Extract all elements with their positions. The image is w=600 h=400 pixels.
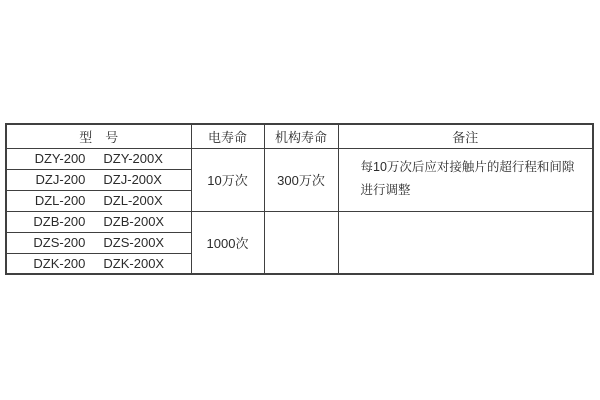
- model-variant: DZK-200X: [103, 255, 165, 271]
- remarks-cell-empty: [338, 211, 593, 274]
- model-number: DZY-200: [34, 151, 86, 166]
- table-row: [6, 148, 593, 169]
- model-cell: [6, 190, 191, 211]
- model-number: DZB-200: [33, 214, 86, 229]
- remarks-cell: [338, 148, 593, 211]
- header-mechanical-life: 机构寿命: [264, 124, 338, 148]
- model-cell: [6, 169, 191, 190]
- mechanical-life-cell: [264, 211, 338, 274]
- remarks-line: 每10万次后应对接触片的超行程和间隙: [360, 159, 575, 174]
- spec-table: [5, 123, 594, 275]
- model-number: DZL-200: [34, 193, 86, 208]
- table-row: [6, 211, 593, 232]
- model-variant: DZS-200X: [103, 235, 165, 250]
- electrical-life-cell: 1000次: [191, 211, 264, 274]
- model-cell: [6, 211, 191, 232]
- model-cell: [6, 232, 191, 253]
- model-cell: [6, 253, 191, 274]
- model-number: DZK-200: [33, 255, 86, 271]
- model-number: DZJ-200: [35, 172, 86, 187]
- model-variant: DZY-200X: [103, 151, 163, 166]
- header-model: 型 号: [6, 124, 191, 148]
- model-number: DZS-200: [33, 235, 86, 250]
- remarks-line: 进行调整: [360, 182, 411, 197]
- electrical-life-cell: 10万次: [191, 148, 264, 211]
- model-cell: [6, 148, 191, 169]
- header-remarks: 备注: [338, 124, 593, 148]
- model-variant: DZB-200X: [103, 214, 165, 229]
- header-electrical-life: 电寿命: [191, 124, 264, 148]
- model-variant: DZJ-200X: [103, 172, 162, 187]
- mechanical-life-cell: 300万次: [264, 148, 338, 211]
- header-row: [6, 124, 593, 148]
- model-variant: DZL-200X: [103, 193, 163, 208]
